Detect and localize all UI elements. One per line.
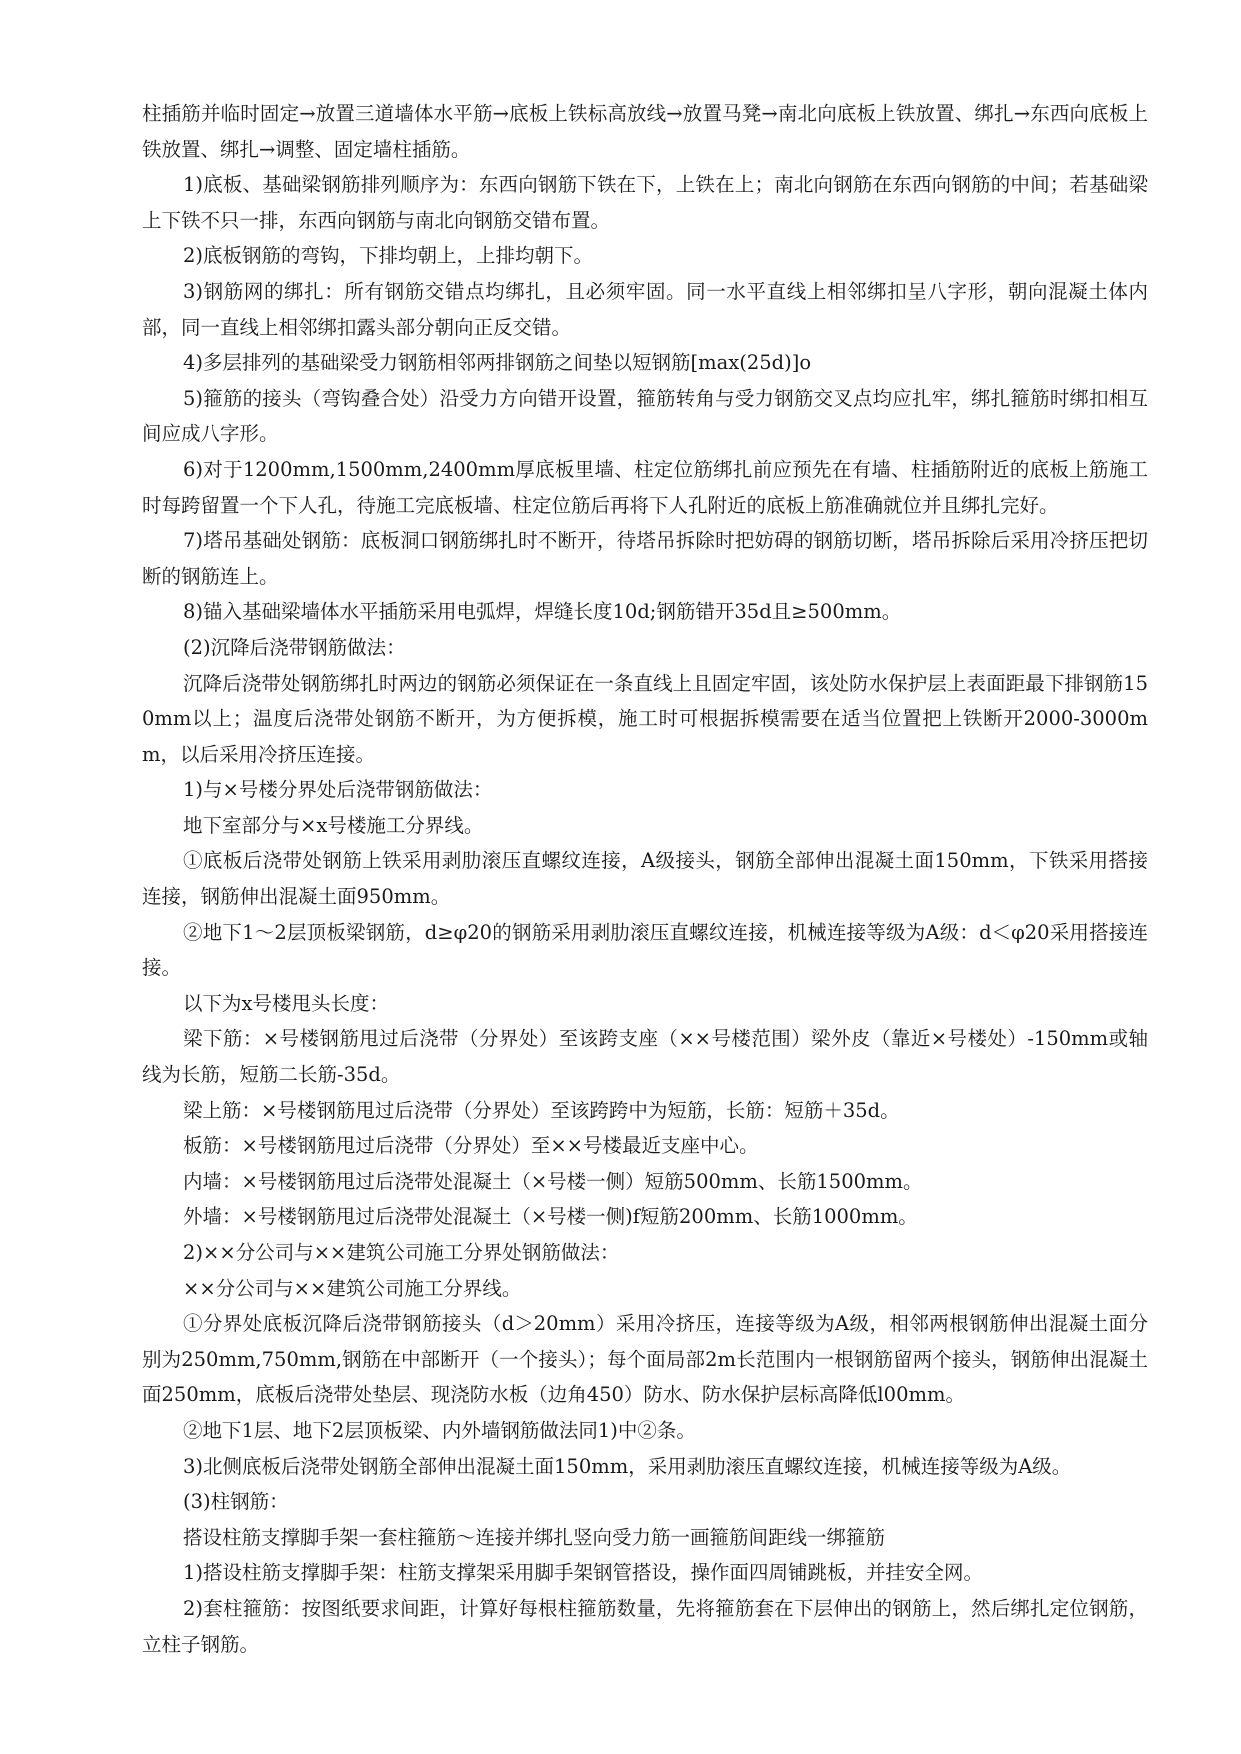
paragraph: 内墙：×号楼钢筋甩过后浇带处混凝土（×号楼一侧）短筋500mm、长筋1500mm。: [183, 1169, 923, 1193]
paragraph: 1)与×号楼分界处后浇带钢筋做法：: [183, 778, 493, 802]
paragraph: 外墙：×号楼钢筋甩过后浇带处混凝土（×号楼一侧)f短筋200mm、长筋1000mm。: [183, 1205, 918, 1229]
paragraph: 7)塔吊基础处钢筋：底板洞口钢筋绑扎时不断开，待塔吊拆除时把妨碍的钢筋切断，塔吊拆除后采用冷挤压把切断的钢筋连上。: [142, 529, 1148, 588]
paragraph: 以下为x号楼甩头长度：: [183, 991, 389, 1015]
paragraph: 4)多层排列的基础梁受力钢筋相邻两排钢筋之间垫以短钢筋[max(25d)]o: [183, 351, 812, 375]
paragraph: 2)底板钢筋的弯钩，下排均朝上，上排均朝下。: [183, 244, 594, 268]
paragraph: 板筋：×号楼钢筋甩过后浇带（分界处）至××号楼最近支座中心。: [183, 1134, 759, 1158]
paragraph: 3)北侧底板后浇带处钢筋全部伸出混凝土面150mm，采用剥肋滚压直螺纹连接，机械连接等级为A级。: [183, 1454, 1072, 1478]
paragraph: 2)××分公司与××建筑公司施工分界处钢筋做法：: [183, 1241, 620, 1264]
paragraph: ××分公司与××建筑公司施工分界线。: [183, 1276, 522, 1300]
paragraph: ①底板后浇带处钢筋上铁采用剥肋滚压直螺纹连接，A级接头，钢筋全部伸出混凝土面150mm，下铁采用搭接连接，钢筋伸出混凝土面950mm。: [142, 849, 1148, 909]
paragraph: 沉降后浇带处钢筋绑扎时两边的钢筋必须保证在一条直线上且固定牢固，该处防水保护层上表面距最下排钢筋150mm以上；温度后浇带处钢筋不断开，为方便拆模，施工时可根据拆模需要在适当位置把上铁断开2000-3000mm，以后采用冷挤压连接。: [142, 671, 1148, 766]
paragraph: 3)钢筋网的绑扎：所有钢筋交错点均绑扎，且必须牢固。同一水平直线上相邻绑扣呈八字形，朝向混凝土体内部，同一直线上相邻绑扣露头部分朝向正反交错。: [142, 279, 1148, 339]
section-heading: (3)柱钢筋：: [183, 1490, 289, 1514]
paragraph: 柱插筋并临时固定→放置三道墙体水平筋→底板上铁标高放线→放置马凳→南北向底板上铁放置、绑扎→东西向底板上铁放置、绑扎→调整、固定墙柱插筋。: [142, 102, 1148, 161]
paragraph: 搭设柱筋支撑脚手架一套柱箍筋～连接并绑扎竖向受力筋一画箍筋间距线一绑箍筋: [183, 1525, 886, 1549]
paragraph: 梁下筋：×号楼钢筋甩过后浇带（分界处）至该跨支座（××号楼范围）梁外皮（靠近×号楼处）-150mm或轴线为长筋，短筋二长筋-35d。: [142, 1027, 1148, 1087]
paragraph: ②地下1～2层顶板梁钢筋，d≥φ20的钢筋采用剥肋滚压直螺纹连接，机械连接等级为A级：d＜φ20采用搭接连接。: [142, 920, 1148, 980]
paragraph: 1)底板、基础梁钢筋排列顺序为：东西向钢筋下铁在下，上铁在上；南北向钢筋在东西向钢筋的中间；若基础梁上下铁不只一排，东西向钢筋与南北向钢筋交错布置。: [142, 173, 1148, 232]
paragraph: 2)套柱箍筋：按图纸要求间距，计算好每根柱箍筋数量，先将箍筋套在下层伸出的钢筋上，然后绑扎定位钢筋，立柱子钢筋。: [142, 1596, 1148, 1656]
paragraph: 6)对于1200mm,1500mm,2400mm厚底板里墙、柱定位筋绑扎前应预先在有墙、柱插筋附近的底板上筋施工时每跨留置一个下人孔，待施工完底板墙、柱定位筋后再将下人孔附近的底板上筋准确就位并且绑扎完好。: [142, 457, 1148, 517]
section-heading: (2)沉降后浇带钢筋做法：: [183, 635, 406, 659]
paragraph: ①分界处底板沉降后浇带钢筋接头（d＞20mm）采用冷挤压，连接等级为A级，相邻两根钢筋伸出混凝土面分别为250mm,750mm,钢筋在中部断开（一个接头）；每个面局部2m长范围内一根钢筋留两个接头，钢筋伸出混凝土面250mm，底板后浇带处垫层、现浇防水板（边角450）防水、防水保护层标高降低l00mm。: [142, 1312, 1148, 1407]
paragraph: 1)搭设柱筋支撑脚手架：柱筋支撑架采用脚手架钢管搭设，操作面四周铺跳板，并挂安全网。: [183, 1561, 984, 1585]
body-text: [142, 96, 1148, 1662]
paragraph: 8)锚入基础梁墙体水平插筋采用电弧焊，焊缝长度10d;钢筋错开35d且≥500mm。: [183, 600, 902, 624]
paragraph: 5)箍筋的接头（弯钩叠合处）沿受力方向错开设置，箍筋转角与受力钢筋交叉点均应扎牢，绑扎箍筋时绑扣相互间应成八字形。: [142, 386, 1148, 446]
paragraph: 梁上筋：×号楼钢筋甩过后浇带（分界处）至该跨跨中为短筋，长筋：短筋＋35d。: [183, 1098, 900, 1122]
paragraph: 地下室部分与×x号楼施工分界线。: [183, 813, 484, 837]
paragraph: ②地下1层、地下2层顶板梁、内外墙钢筋做法同1)中②条。: [183, 1418, 696, 1442]
